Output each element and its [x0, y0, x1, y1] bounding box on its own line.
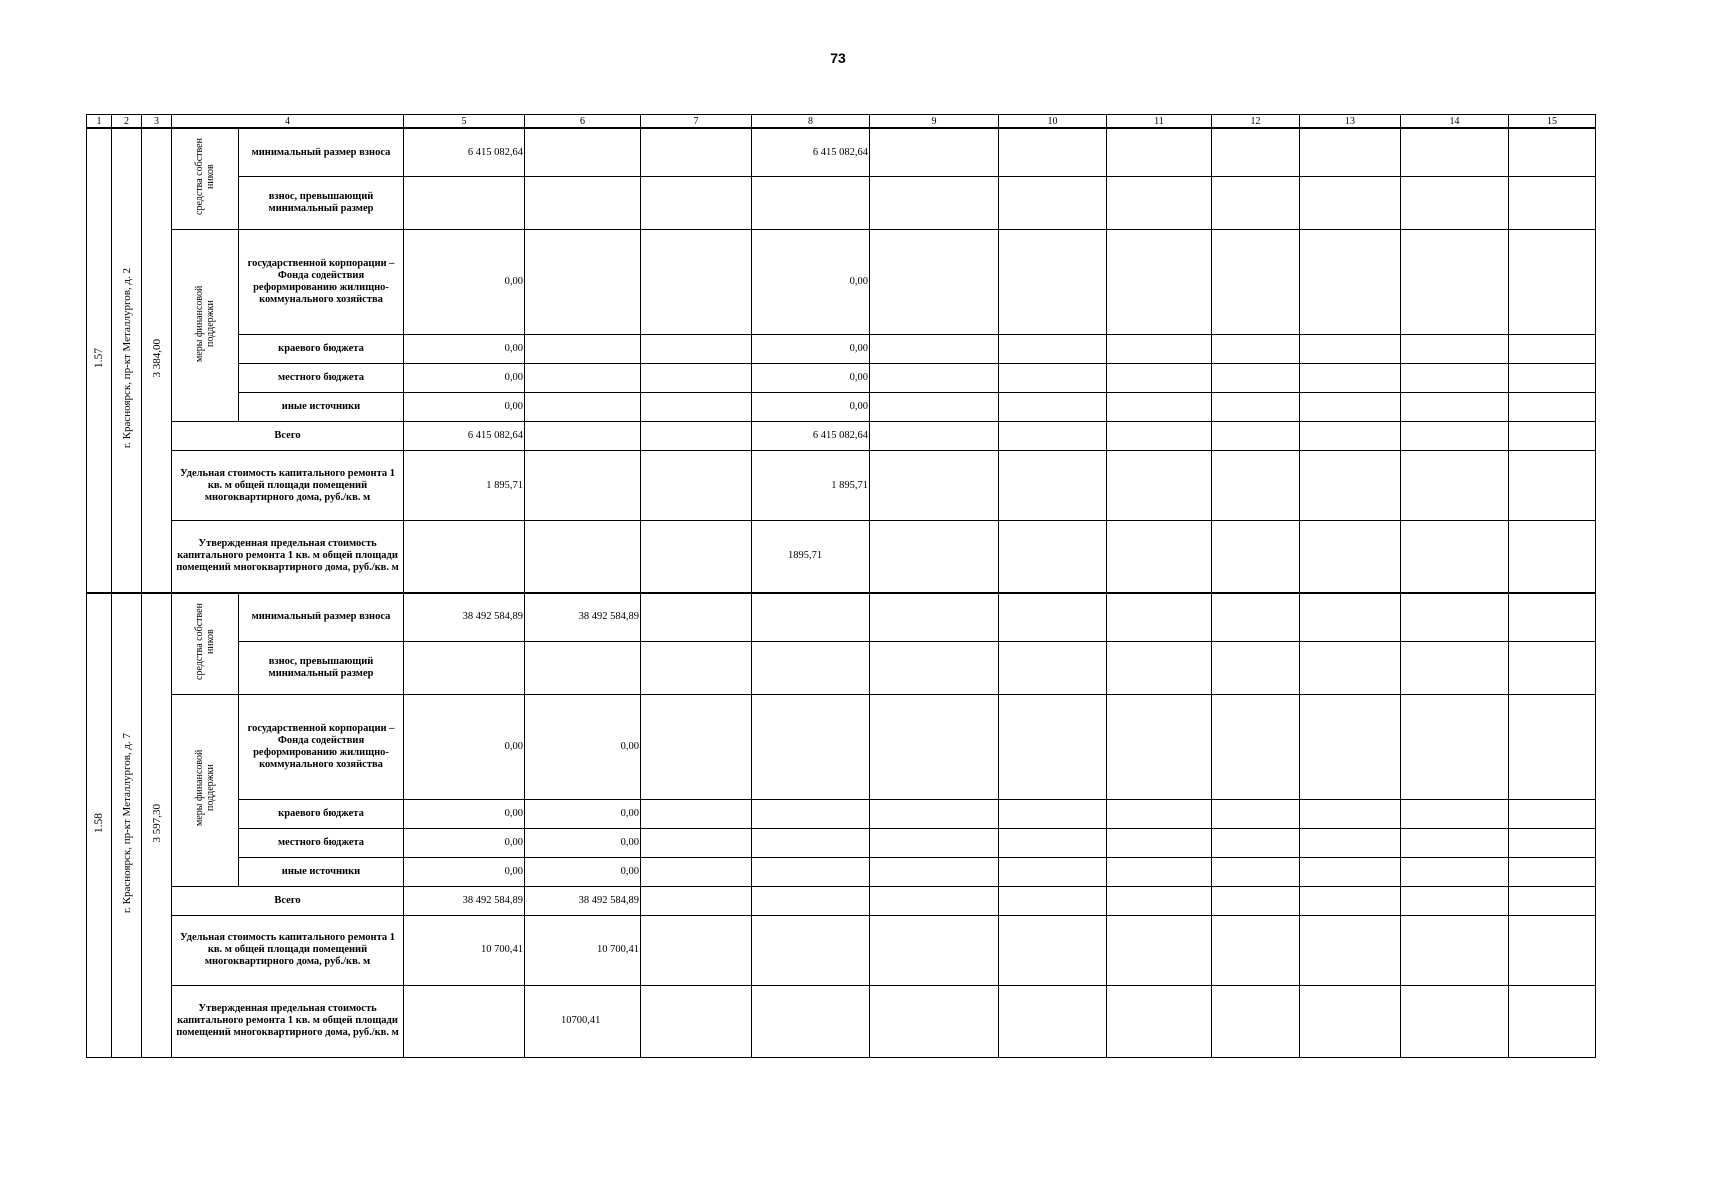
value-col8 — [752, 694, 870, 799]
address-cell: г. Красноярск, пр-кт Металлургов, д. 7 — [112, 593, 142, 1058]
value-col5: 0,00 — [404, 230, 525, 335]
table-row — [87, 915, 1596, 985]
value-col5: 1 895,71 — [404, 451, 525, 521]
limit-cost-label: Утвержденная предельная стоимость капитального ремонта 1 кв. м общей площади помещений многоквартирного дома, руб./кв. м — [172, 521, 404, 593]
record-id-cell: 1.58 — [87, 593, 112, 1058]
value-col8 — [752, 799, 870, 828]
value-col8 — [752, 642, 870, 694]
value-col8 — [752, 985, 870, 1057]
page-number: 73 — [830, 50, 846, 66]
row-label: взнос, превышающий минимальный размер — [239, 642, 404, 694]
value-col5 — [404, 985, 525, 1057]
row-label: минимальный размер взноса — [239, 128, 404, 177]
table-row — [87, 985, 1596, 1057]
row-label: иные источники — [239, 857, 404, 886]
address-cell: г. Красноярск, пр-кт Металлургов, д. 2 — [112, 128, 142, 593]
value-col5 — [404, 521, 525, 593]
table-row — [87, 694, 1596, 799]
value-col8: 0,00 — [752, 364, 870, 393]
col-number: 8 — [752, 115, 870, 129]
table-row — [87, 128, 1596, 177]
row-label: краевого бюджета — [239, 799, 404, 828]
col-number: 5 — [404, 115, 525, 129]
value-col5: 0,00 — [404, 335, 525, 364]
table-row — [87, 422, 1596, 451]
col-number: 10 — [999, 115, 1107, 129]
value-col5: 0,00 — [404, 799, 525, 828]
col-number: 13 — [1300, 115, 1401, 129]
value-col5 — [404, 177, 525, 230]
col-number: 1 — [87, 115, 112, 129]
owners-funds-label: средства собствен ников — [172, 128, 239, 230]
row-label: государственной корпорации – Фонда содействия реформированию жилищно-коммунального хозяйства — [239, 230, 404, 335]
value-col5: 6 415 082,64 — [404, 128, 525, 177]
owners-funds-label: средства собствен ников — [172, 593, 239, 695]
value-col8: 6 415 082,64 — [752, 422, 870, 451]
value-col6: 0,00 — [525, 694, 641, 799]
value-col5 — [404, 642, 525, 694]
col-number: 12 — [1212, 115, 1300, 129]
row-label: минимальный размер взноса — [239, 593, 404, 642]
table-row — [87, 857, 1596, 886]
value-col6 — [525, 230, 641, 335]
col-number: 11 — [1107, 115, 1212, 129]
capital-repair-table — [86, 114, 1596, 1058]
table-row — [87, 593, 1596, 642]
value-col5: 0,00 — [404, 828, 525, 857]
value-col6 — [525, 335, 641, 364]
value-col5: 6 415 082,64 — [404, 422, 525, 451]
unit-cost-label: Удельная стоимость капитального ремонта 1 кв. м общей площади помещений многоквартирного дома, руб./кв. м — [172, 915, 404, 985]
table-row — [87, 521, 1596, 593]
table-row — [87, 642, 1596, 694]
value-col8: 6 415 082,64 — [752, 128, 870, 177]
col-number: 7 — [641, 115, 752, 129]
col-number: 15 — [1509, 115, 1596, 129]
table-row — [87, 177, 1596, 230]
value-col5: 10 700,41 — [404, 915, 525, 985]
value-col5: 38 492 584,89 — [404, 593, 525, 642]
col-number: 6 — [525, 115, 641, 129]
table-row — [87, 799, 1596, 828]
table-row — [87, 335, 1596, 364]
value-col8 — [752, 593, 870, 642]
value-col8: 0,00 — [752, 230, 870, 335]
row-label: местного бюджета — [239, 364, 404, 393]
financial-support-label: меры финансовой поддержки — [172, 230, 239, 422]
value-col8: 0,00 — [752, 335, 870, 364]
financial-support-label: меры финансовой поддержки — [172, 694, 239, 886]
value-col6: 10700,41 — [525, 985, 641, 1057]
value-col5: 0,00 — [404, 694, 525, 799]
row-label: иные источники — [239, 393, 404, 422]
col-number: 2 — [112, 115, 142, 129]
record-id-cell: 1.57 — [87, 128, 112, 593]
empty-cell — [641, 128, 752, 177]
value-col6 — [525, 393, 641, 422]
column-number-row — [87, 115, 1596, 129]
value-col8: 0,00 — [752, 393, 870, 422]
unit-cost-label: Удельная стоимость капитального ремонта 1 кв. м общей площади помещений многоквартирного дома, руб./кв. м — [172, 451, 404, 521]
value-col5: 38 492 584,89 — [404, 886, 525, 915]
table-row — [87, 230, 1596, 335]
value-col6 — [525, 422, 641, 451]
col-number: 14 — [1401, 115, 1509, 129]
value-col6: 0,00 — [525, 828, 641, 857]
value-col6 — [525, 128, 641, 177]
col-number: 3 — [142, 115, 172, 129]
table-row — [87, 451, 1596, 521]
value-col6: 0,00 — [525, 857, 641, 886]
total-label: Всего — [172, 422, 404, 451]
value-col6: 10 700,41 — [525, 915, 641, 985]
value-col5: 0,00 — [404, 364, 525, 393]
value-col6 — [525, 451, 641, 521]
area-cell: 3 597,30 — [142, 593, 172, 1058]
value-col5: 0,00 — [404, 393, 525, 422]
value-col8 — [752, 828, 870, 857]
col-number: 4 — [172, 115, 404, 129]
value-col8 — [752, 857, 870, 886]
row-label: краевого бюджета — [239, 335, 404, 364]
limit-cost-label: Утвержденная предельная стоимость капитального ремонта 1 кв. м общей площади помещений многоквартирного дома, руб./кв. м — [172, 985, 404, 1057]
table-row — [87, 886, 1596, 915]
value-col8 — [752, 177, 870, 230]
value-col6 — [525, 521, 641, 593]
col-number: 9 — [870, 115, 999, 129]
value-col8: 1 895,71 — [752, 451, 870, 521]
value-col5: 0,00 — [404, 857, 525, 886]
row-label: государственной корпорации – Фонда содействия реформированию жилищно-коммунального хозяйства — [239, 694, 404, 799]
table-row — [87, 393, 1596, 422]
value-col6 — [525, 642, 641, 694]
row-label: взнос, превышающий минимальный размер — [239, 177, 404, 230]
value-col8 — [752, 915, 870, 985]
table-row — [87, 364, 1596, 393]
value-col8 — [752, 886, 870, 915]
row-label: местного бюджета — [239, 828, 404, 857]
table-row — [87, 828, 1596, 857]
value-col6 — [525, 177, 641, 230]
total-label: Всего — [172, 886, 404, 915]
value-col6: 0,00 — [525, 799, 641, 828]
value-col8: 1895,71 — [752, 521, 870, 593]
value-col6 — [525, 364, 641, 393]
value-col6: 38 492 584,89 — [525, 886, 641, 915]
value-col6: 38 492 584,89 — [525, 593, 641, 642]
area-cell: 3 384,00 — [142, 128, 172, 593]
